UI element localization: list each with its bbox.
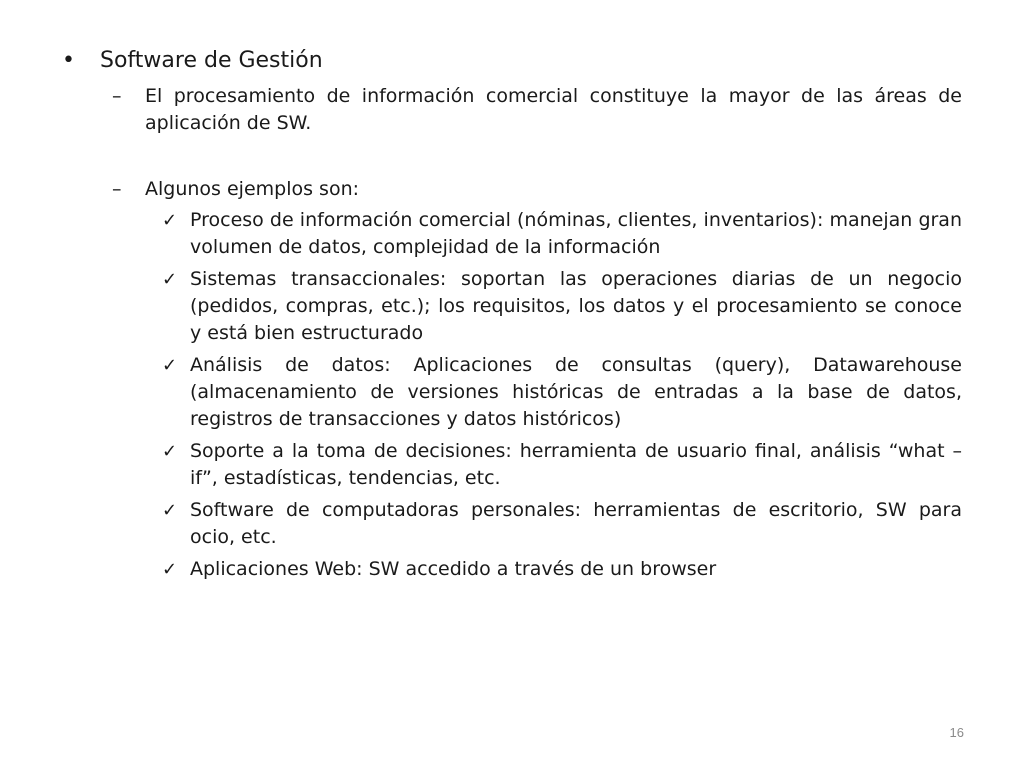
sub-point (112, 83, 962, 137)
checkmark-icon: ✓ (162, 441, 178, 462)
sub-point (112, 176, 962, 203)
dash-icon: – (112, 85, 122, 107)
sub-point-text: Algunos ejemplos son: (145, 178, 360, 200)
list-item (162, 207, 962, 261)
list-item-text: Proceso de información comercial (nóminas, clientes, inventarios): manejan gran volumen de datos, complejidad de la información (190, 209, 962, 258)
dash-icon: – (112, 178, 122, 200)
sub-point-text: El procesamiento de información comercial constituye la mayor de las áreas de aplicación de SW. (145, 85, 962, 134)
list-item-text: Sistemas transaccionales: soportan las operaciones diarias de un negocio (pedidos, compras, etc.); los requisitos, los datos y el procesamiento se conoce y está bien estructurado (190, 268, 962, 344)
list-item (162, 352, 962, 433)
examples-list (162, 207, 962, 588)
checkmark-icon: ✓ (162, 210, 178, 231)
slide-heading: Software de Gestión (100, 48, 323, 73)
checkmark-icon: ✓ (162, 500, 178, 521)
list-item-text: Aplicaciones Web: SW accedido a través de un browser (190, 558, 717, 580)
checkmark-icon: ✓ (162, 269, 178, 290)
bullet-icon: • (62, 48, 75, 73)
checkmark-icon: ✓ (162, 355, 178, 376)
list-item-text: Soporte a la toma de decisiones: herramienta de usuario final, análisis “what – if”, estadísticas, tendencias, etc. (190, 440, 962, 489)
list-item-text: Software de computadoras personales: herramientas de escritorio, SW para ocio, etc. (190, 499, 962, 548)
list-item (162, 438, 962, 492)
checkmark-icon: ✓ (162, 559, 178, 580)
list-item (162, 497, 962, 551)
list-item-text: Análisis de datos: Aplicaciones de consultas (query), Datawarehouse (almacenamiento de versiones históricas de entradas a la base de datos, registros de transacciones y datos históricos) (190, 354, 962, 430)
list-item (162, 266, 962, 347)
list-item (162, 556, 962, 583)
page-number: 16 (949, 725, 964, 740)
